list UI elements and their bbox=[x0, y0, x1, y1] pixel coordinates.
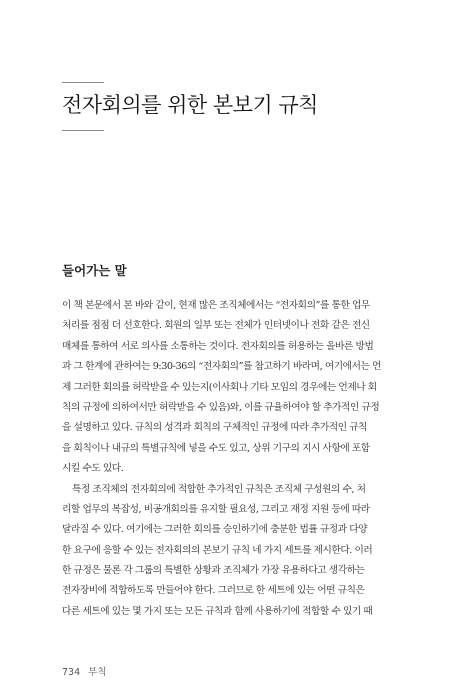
paragraph bbox=[62, 480, 410, 623]
text-line: 특정 조직체의 전자회의에 적합한 추가적인 규칙은 조직체 구성원의 수, 처 bbox=[72, 483, 366, 495]
text-line: 한 규정은 물론 각 그룹의 특별한 상황과 조직체가 가장 유용하다고 생각하는 bbox=[62, 565, 365, 577]
text-line: 처리를 점점 더 선호한다. 회원의 일부 또는 전체가 인터넷이나 전화 같은 전신 bbox=[62, 320, 370, 332]
text-line: 이 책 본문에서 본 바와 같이, 현재 많은 조직체에서는 “전자회의”를 통한 업무 bbox=[62, 300, 370, 311]
text-line: 달라질 수 있다. 여기에는 그러한 회의를 승인하기에 충분한 법률 규정과 다양 bbox=[62, 524, 368, 536]
paragraph bbox=[62, 296, 410, 480]
text-line: 칙의 규정에 의하여서만 허락받을 수 있음)와, 이를 규율하여야 할 추가적인 규정 bbox=[62, 401, 380, 413]
text-line: 시킬 수도 있다. bbox=[62, 463, 124, 475]
section-heading: 들어가는 말 bbox=[62, 263, 127, 278]
text-line: 과 그 한계에 관하여는 9:30-36의 “전자회의”를 참고하기 바라며, 여기에서는 언 bbox=[62, 361, 381, 373]
page-footer bbox=[62, 664, 107, 678]
text-line: 매체를 통하여 서로 의사를 소통하는 것이다. 전자회의를 허용하는 올바른 방법 bbox=[62, 340, 374, 352]
text-line: 을 설명하고 있다. 규칙의 성격과 회칙의 구체적인 규정에 따라 추가적인 규칙 bbox=[62, 422, 368, 434]
chapter-title: 전자회의를 위한 본보기 규칙 bbox=[62, 93, 318, 117]
text-line: 리할 업무의 복잡성, 비공개회의를 유지할 필요성, 그리고 재정 지원 등에 따라 bbox=[62, 503, 370, 515]
text-line: 전자장비에 적합하도록 만들어야 한다. 그러므로 한 세트에 있는 어떤 규칙은 bbox=[62, 585, 365, 597]
text-line: 제 그러한 회의를 허락받을 수 있는지(이사회나 기타 모임의 경우에는 언제나 회 bbox=[62, 381, 377, 393]
text-line: 다른 세트에 있는 몇 가지 또는 모든 규칙과 함께 사용하기에 적합할 수 있기 때 bbox=[62, 605, 373, 617]
title-top-rule bbox=[62, 82, 104, 83]
title-bottom-rule bbox=[62, 130, 104, 131]
body-text bbox=[62, 296, 410, 622]
text-line: 을 회칙이나 내규의 특별규칙에 넣을 수도 있고, 상위 기구의 지시 사항에 포함 bbox=[62, 442, 370, 454]
footer-section-label: 부칙 bbox=[88, 667, 107, 678]
page-number: 734 bbox=[62, 667, 81, 678]
text-line: 한 요구에 응할 수 있는 전자회의의 본보기 규칙 네 가지 세트를 제시한다. 이러 bbox=[62, 544, 373, 556]
